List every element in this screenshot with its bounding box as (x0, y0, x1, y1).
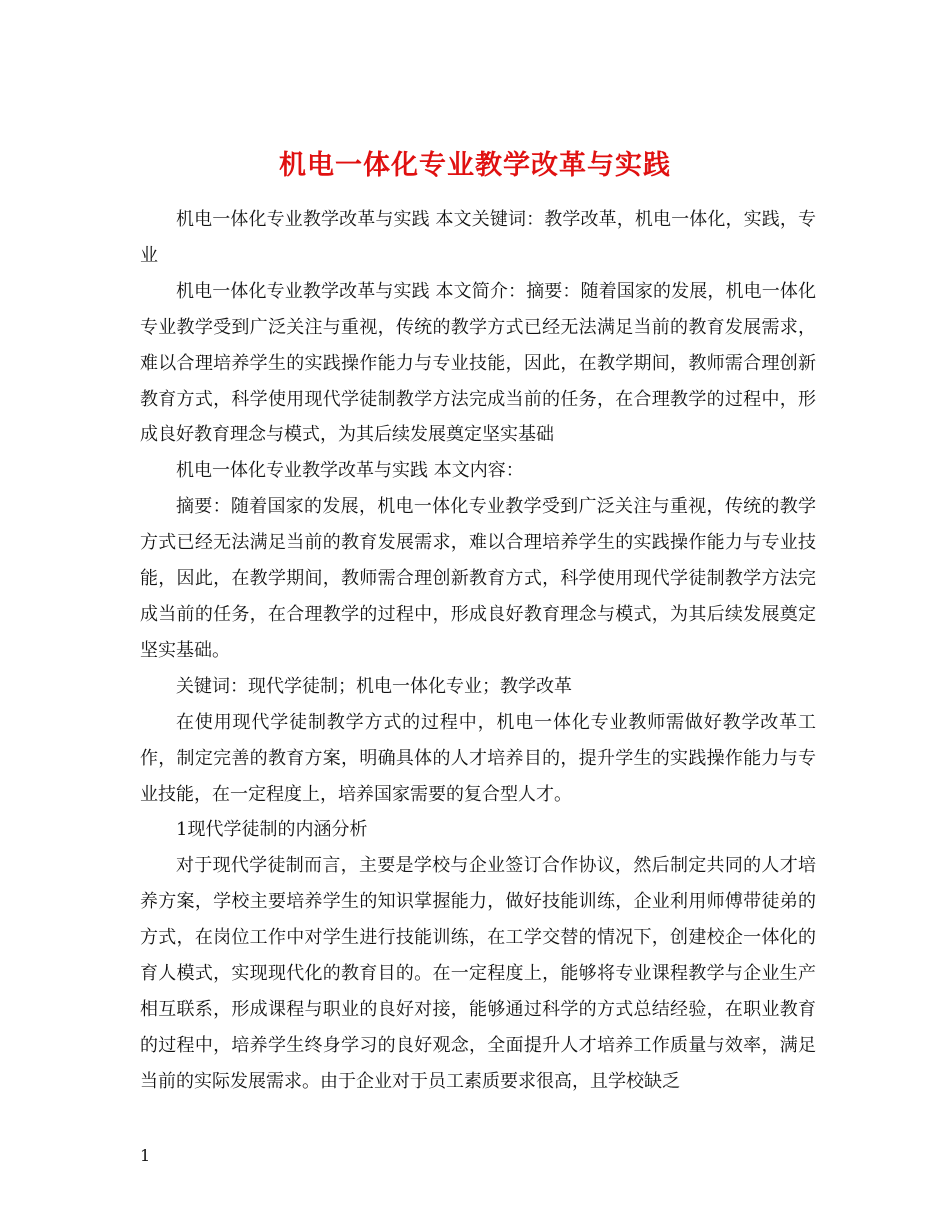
page-title: 机电一体化专业教学改革与实践 (279, 150, 671, 182)
summary-paragraph: 机电一体化专业教学改革与实践 本文简介：摘要：随着国家的发展，机电一体化专业教学受到广泛关注与重视，传统的教学方式已经无法满足当前的教育发展需求，难以合理培养学生的实践操作能力与专业技能，因此，在教学期间，教师需合理创新教育方式，科学使用现代学徒制教学方法完成当前的任务，在合理教学的过程中，形成良好教育理念与模式，为其后续发展奠定坚实基础 (140, 280, 816, 446)
page-number: 1 (140, 1146, 151, 1165)
intro-paragraph: 在使用现代学徒制教学方式的过程中，机电一体化专业教师需做好教学改革工作，制定完善的教育方案，明确具体的人才培养目的，提升学生的实践操作能力与专业技能，在一定程度上，培养国家需要的复合型人才。 (140, 711, 816, 805)
keywords-paragraph: 关键词：现代学徒制；机电一体化专业；教学改革 (176, 675, 572, 697)
section-1-paragraph: 对于现代学徒制而言，主要是学校与企业签订合作协议，然后制定共同的人才培养方案，学校主要培养学生的知识掌握能力，做好技能训练，企业利用师傅带徒弟的方式，在岗位工作中对学生进行技能训练，在工学交替的情况下，创建校企一体化的育人模式，实现现代化的教育目的。在一定程度上，能够将专业课程教学与企业生产相互联系，形成课程与职业的良好对接，能够通过科学的方式总结经验，在职业教育的过程中，培养学生终身学习的良好观念，全面提升人才培养工作质量与效率，满足当前的实际发展需求。由于企业对于员工素质要求很高，且学校缺乏 (140, 855, 816, 1092)
section-heading-1: 1现代学徒制的内涵分析 (176, 819, 368, 841)
document-body (140, 202, 816, 1100)
abstract-paragraph: 摘要：随着国家的发展，机电一体化专业教学受到广泛关注与重视，传统的教学方式已经无法满足当前的教育发展需求，难以合理培养学生的实践操作能力与专业技能，因此，在教学期间，教师需合理创新教育方式，科学使用现代学徒制教学方法完成当前的任务，在合理教学的过程中，形成良好教育理念与模式，为其后续发展奠定坚实基础。 (140, 496, 816, 661)
content-heading: 机电一体化专业教学改革与实践 本文内容： (176, 460, 524, 482)
keywords-line: 机电一体化专业教学改革与实践 本文关键词：教学改革，机电一体化，实践，专业 (140, 209, 816, 266)
